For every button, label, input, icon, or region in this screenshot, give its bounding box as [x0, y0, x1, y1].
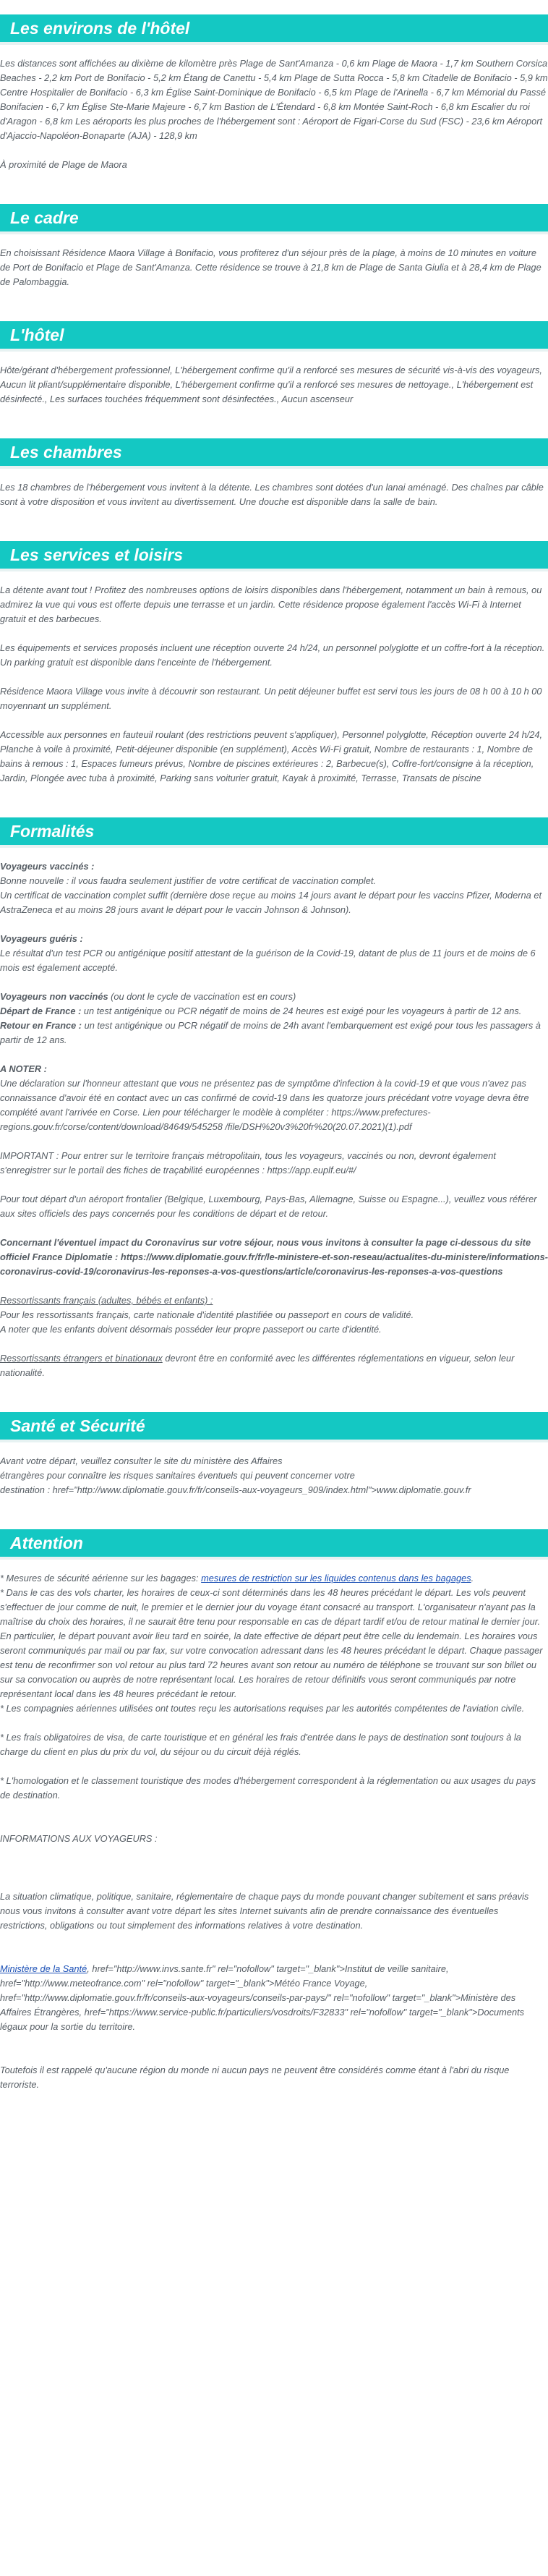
section-title-services: Les services et loisirs — [0, 541, 548, 569]
section-title-environs: Les environs de l'hôtel — [0, 14, 548, 42]
pour-tout-text: Pour tout départ d'un aéroport frontalier (Belgique, Luxembourg, Pays-Bas, Allemagne, Suisse ou Espagne...), veuillez vous référer aux sites officiels des pays concernés pour les conditions de départ et de retour. — [0, 1194, 537, 1219]
services-p3: Résidence Maora Village vous invite à découvrir son restaurant. Un petit déjeuner buffet est servi tous les jours de 08 h 00 à 10 h 00 moyennant un supplément. — [0, 686, 542, 711]
section-cadre — [0, 204, 548, 304]
attention-p9: Toutefois il est rappelé qu'aucune région du monde ni aucun pays ne peuvent être considérés comme étant à l'abri du risque terroriste. — [0, 2065, 510, 2090]
attention-p1-post: . — [471, 1573, 474, 1584]
environs-text: Les distances sont affichées au dixième de kilomètre près Plage de Sant'Amanza - 0,6 km Plage de Maora - 1,7 km Southern Corsica Beaches - 2,2 km Port de Bonifacio - 5,2 km Étang de Canettu - 5,4 km Plage de Sutta Rocca - 5,8 km Citadelle de Bonifacio - 5,9 km Centre Hospitalier de Bonifacio - 6,3 km Église Saint-Dominique de Bonifacio - 6,5 km Plage de l'Arinella - 6,7 km Mémorial du Passé Bonifacien - 6,7 km Église Ste-Marie Majeure - 6,7 km Bastion de L'Étendard - 6,8 km Montée Saint-Roch - 6,8 km Escalier du roi d'Aragon - 6,8 km Les aéroports les plus proches de l'hébergement sont : Aéroport de Figari-Corse du Sud (FSC) - 23,6 km Aéroport d'Ajaccio-Napoléon-Bonaparte (AJA) - 128,9 km — [0, 58, 548, 141]
important-text: IMPORTANT : Pour entrer sur le territoire français métropolitain, tous les voyageurs, vaccinés ou non, devront également s'enregistrer sur le portail des fiches de traçabilité européennes : https://app.euplf.eu/#/ — [0, 1150, 496, 1176]
hotel-text: Hôte/gérant d'hébergement professionnel, L'hébergement confirme qu'il a renforcé ses mesures de sécurité vis-à-vis des voyageurs, Aucun lit pliant/supplémentaire disponible, L'hébergement confirme qu'il a renforcé ses mesures de nettoyage., L'hébergement est désinfecté., Les surfaces touchées fréquemment sont désinfectées., Aucun ascenseur — [0, 365, 542, 404]
attention-p8-text: , href="http://www.invs.sante.fr" rel="nofollow" target="_blank">Institut de veille sanitaire, href="http://www.meteofrance.com" rel="nofollow" target="_blank">Météo France Voyage, href="http://www.diplomatie.gouv.fr/fr/conseils-aux-voyageurs/conseils-par-pays/" rel="nofollow" target="_blank">Ministère des Affaires Étrangères, href="https://www.service-public.fr/particuliers/vosdroits/F32833" rel="nofollow" target="_blank">Documents légaux pour la sortie du territoire. — [0, 1963, 525, 2032]
depart-heading: Départ de France : — [0, 1006, 82, 1016]
liquids-restriction-link[interactable]: mesures de restriction sur les liquides contenus dans les bagages — [201, 1573, 471, 1584]
ressortissants-fr-text: Pour les ressortissants français, carte nationale d'identité plastifiée ou passeport en cours de validité. A noter que les enfants doivent désormais posséder leur propre passeport ou carte d'identité. — [0, 1309, 414, 1335]
attention-p1-pre: * Mesures de sécurité aérienne sur les bagages: — [0, 1573, 202, 1584]
section-sante — [0, 1412, 548, 1512]
services-p1: La détente avant tout ! Profitez des nombreuses options de loisirs disponibles dans l'hébergement, notamment un bain à remous, ou admirez la vue qui vous est offerte depuis une terrasse et un jardin. Cette résidence propose également l'accès Wi-Fi à Internet gratuit et des barbecues. — [0, 585, 542, 624]
section-attention — [0, 1529, 548, 2107]
section-services — [0, 541, 548, 800]
attention-p2: * Dans le cas des vols charter, les horaires de ceux-ci sont déterminés dans les 48 heures précédant le départ. Les vols peuvent s'effectuer de jour comme de nuit, le premier et le dernier jour du voyage étant consacré au transport. L'organisateur n'ayant pas la maîtrise du choix des horaires, il ne saurait être tenu pour responsable en cas de départ tardif et/ou de retour matinal le dernier jour. En particulier, le départ pouvant avoir lieu tard en soirée, la date effective de départ peut être celle du lendemain. Les horaires vous seront communiqués par mail ou par fax, sur votre convocation adressant dans les 48 heures précédant le départ. Chaque passager est tenu de reconfirmer son vol retour au plus tard 72 heures avant son retour au numéro de téléphone se trouvant sur son billet ou sur sa convocation ou auprès de notre représentant local. Les horaires de retour définitifs vous seront communiqués par notre représentant local dans les 48 heures précédant le retour. — [0, 1587, 543, 1699]
section-title-sante: Santé et Sécurité — [0, 1412, 548, 1440]
section-title-formalites: Formalités — [0, 817, 548, 845]
ressortissants-fr-heading: Ressortissants français (adultes, bébés et enfants) : — [0, 1295, 213, 1306]
cadre-text: En choisissant Résidence Maora Village à Bonifacio, vous profiterez d'un séjour près de la plage, à moins de 10 minutes en voiture de Port de Bonifacio et Plage de Sant'Amanza. Cette résidence se trouve à 21,8 km de Plage de Santa Giulia et à 28,4 km de Plage de Palombaggia. — [0, 247, 541, 287]
environs-proximity: À proximité de Plage de Maora — [0, 159, 127, 170]
note-heading: A NOTER : — [0, 1063, 47, 1074]
section-title-chambres: Les chambres — [0, 438, 548, 466]
sante-text: Avant votre départ, veuillez consulter le site du ministère des Affaires étrangères pour connaître les risques sanitaires éventuels qui peuvent concerner votre destination : href="http://www.diplomatie.gouv.fr/fr/conseils-aux-voyageurs_909/index.html">www.diplomatie.gouv.fr — [0, 1455, 471, 1495]
chambres-text: Les 18 chambres de l'hébergement vous invitent à la détente. Les chambres sont dotées d'un lanai aménagé. Des chaînes par câble sont à votre disposition et vous invitent au divertissement. Une douche est disponible dans la salle de bain. — [0, 482, 544, 507]
section-title-hotel: L'hôtel — [0, 321, 548, 349]
ressortissants-etr-heading: Ressortissants étrangers et binationaux — [0, 1353, 163, 1364]
retour-heading: Retour en France : — [0, 1020, 82, 1031]
concernant-text: Concernant l'éventuel impact du Coronavirus sur votre séjour, nous vous invitons à consulter la page ci-dessous du site officiel France Diplomatie : https://www.diplomatie.gouv.fr/fr/le-ministere-et-son-reseau/actualites-du-ministere/informations-coronavirus-covid-19/coronavirus-les-reponses-a-vos-questions/article/coronavirus-les-reponses-a-vos-questions — [0, 1237, 548, 1277]
vax-heading: Voyageurs vaccinés : — [0, 861, 95, 872]
ministere-sante-link[interactable]: Ministère de la Santé — [0, 1963, 87, 1974]
gueris-heading: Voyageurs guéris : — [0, 933, 83, 944]
attention-p7: La situation climatique, politique, sanitaire, réglementaire de chaque pays du monde pouvant changer subitement et sans préavis nous vous invitons à consulter avant votre départ les sites Internet suivants afin de prendre connaissance des éventuelles restrictions, obligations ou tout simplement des informations relatives à votre destination. — [0, 1891, 529, 1931]
attention-p3: * Les compagnies aériennes utilisées ont toutes reçu les autorisations requises par les autorités compétentes de l'aviation civile. — [0, 1703, 525, 1714]
services-p4: Accessible aux personnes en fauteuil roulant (des restrictions peuvent s'appliquer), Personnel polyglotte, Réception ouverte 24 h/24, Planche à voile à proximité, Petit-déjeuner disponible (en supplément), Accès Wi-Fi gratuit, Nombre de restaurants : 1, Nombre de bains à remous : 1, Espaces fumeurs prévus, Nombre de piscines extérieures : 2, Barbecue(s), Coffre-fort/consigne à la réception, Jardin, Plongée avec tuba à proximité, Parking sans voiturier gratuit, Kayak à proximité, Terrasse, Transats de piscine — [0, 729, 543, 783]
section-environs — [0, 0, 548, 187]
gueris-text: Le résultat d'un test PCR ou antigénique positif attestant de la guérison de la Covid-19, datant de plus de 11 jours et de moins de 6 mois est également accepté. — [0, 948, 536, 973]
vax-text: Bonne nouvelle : il vous faudra seulement justifier de votre certificat de vaccination complet. Un certificat de vaccination complet suffit (dernière dose reçue au moins 14 jours avant le départ pour les vaccins Pfizer, Moderna et AstraZeneca et au moins 28 jours avant le départ pour le vaccin Johnson & Johnson). — [0, 875, 541, 915]
attention-p4: * Les frais obligatoires de visa, de carte touristique et en général les frais d'entrée dans le pays de destination sont toujours à la charge du client en plus du prix du vol, du séjour ou du circuit déjà réglés. — [0, 1732, 521, 1757]
note-text: Une déclaration sur l'honneur attestant que vous ne présentez pas de symptôme d'infection à la covid-19 et que vous n'avez pas connaissance d'avoir été en contact avec un cas confirmé de covid-19 dans les quatorze jours précédant votre voyage devra être complété avant l'arrivée en Corse. Lien pour télécharger le modèle à compléter : https://www.prefectures-regions.gouv.fr/corse/content/download/84649/545258 /file/DSH%20v3%20fr%20(20.07.2021)(1).pdf — [0, 1078, 529, 1132]
retour-text: un test antigénique ou PCR négatif de moins de 24h avant l'embarquement est exigé pour tous les passagers à partir de 12 ans. — [0, 1020, 541, 1045]
depart-text: un test antigénique ou PCR négatif de moins de 24 heures est exigé pour les voyageurs à partir de 12 ans. — [81, 1006, 522, 1016]
section-title-cadre: Le cadre — [0, 204, 548, 231]
services-p2: Les équipements et services proposés incluent une réception ouverte 24 h/24, un personnel polyglotte et un coffre-fort à la réception. Un parking gratuit est disponible dans l'enceinte de l'hébergement. — [0, 642, 545, 668]
section-formalites — [0, 817, 548, 1395]
section-hotel — [0, 321, 548, 421]
attention-p6: INFORMATIONS AUX VOYAGEURS : — [0, 1833, 158, 1844]
nonvax-heading: Voyageurs non vaccinés — [0, 991, 108, 1002]
attention-p5: * L'homologation et le classement touristique des modes d'hébergement correspondent à la réglementation ou aux usages du pays de destination. — [0, 1775, 536, 1801]
section-chambres — [0, 438, 548, 524]
ressortissants-etr-text: devront être en conformité avec les différentes réglementations en vigueur, selon leur nationalité. — [0, 1353, 515, 1378]
section-title-attention: Attention — [0, 1529, 548, 1557]
nonvax-note: (ou dont le cycle de vaccination est en cours) — [108, 991, 296, 1002]
